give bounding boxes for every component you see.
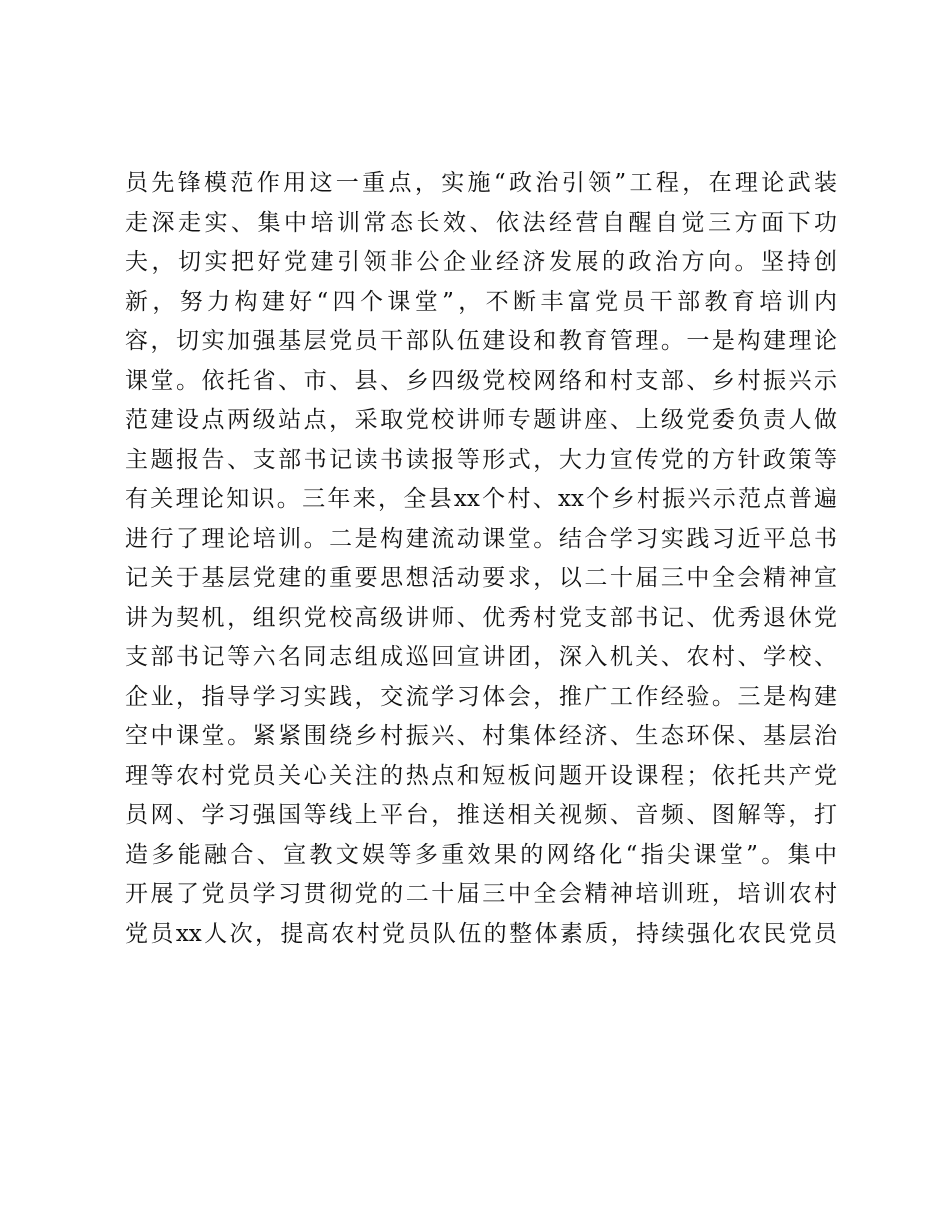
text-line: 员网、学习强国等线上平台，推送相关视频、音频、图解等，打 [125, 802, 837, 828]
text-line: 走深走实、集中培训常态长效、依法经营自醒自觉三方面下功 [125, 209, 837, 236]
text-line: 空中课堂。紧紧围绕乡村振兴、村集体经济、生态环保、基层治 [125, 723, 837, 749]
text-line: 造多能融合、宣教文娱等多重效果的网络化“指尖课堂”。集中 [125, 841, 837, 868]
text-line: 课堂。依托省、市、县、乡四级党校网络和村支部、乡村振兴示 [125, 367, 837, 394]
text-line: 主题报告、支部书记读书读报等形式，大力宣传党的方针政策等 [125, 446, 837, 473]
text-line: 夫，切实把好党建引领非公企业经济发展的政治方向。坚持创 [125, 249, 837, 275]
text-line: 理等农村党员关心关注的热点和短板问题开设课程；依托共产党 [125, 762, 837, 789]
text-line: 有关理论知识。三年来，全县xx个村、xx个乡村振兴示范点普遍 [125, 486, 837, 512]
text-line: 党员xx人次，提高农村党员队伍的整体素质，持续强化农民党员 [125, 920, 837, 947]
text-line: 容，切实加强基层党员干部队伍建设和教育管理。一是构建理论 [125, 328, 837, 354]
text-line: 企业，指导学习实践，交流学习体会，推广工作经验。三是构建 [125, 683, 837, 710]
text-line: 新，努力构建好“四个课堂”，不断丰富党员干部教育培训内 [125, 288, 837, 315]
text-line: 记关于基层党建的重要思想活动要求，以二十届三中全会精神宣 [125, 565, 837, 591]
text-line: 支部书记等六名同志组成巡回宣讲团，深入机关、农村、学校、 [125, 644, 837, 670]
text-line: 进行了理论培训。二是构建流动课堂。结合学习实践习近平总书 [125, 525, 837, 552]
text-line: 开展了党员学习贯彻党的二十届三中全会精神培训班，培训农村 [125, 881, 837, 907]
body-paragraph [125, 164, 837, 954]
text-line: 员先锋模范作用这一重点，实施“政治引领”工程，在理论武装 [125, 170, 837, 196]
text-line: 范建设点两级站点，采取党校讲师专题讲座、上级党委负责人做 [125, 407, 837, 433]
text-line: 讲为契机，组织党校高级讲师、优秀村党支部书记、优秀退休党 [125, 604, 837, 631]
